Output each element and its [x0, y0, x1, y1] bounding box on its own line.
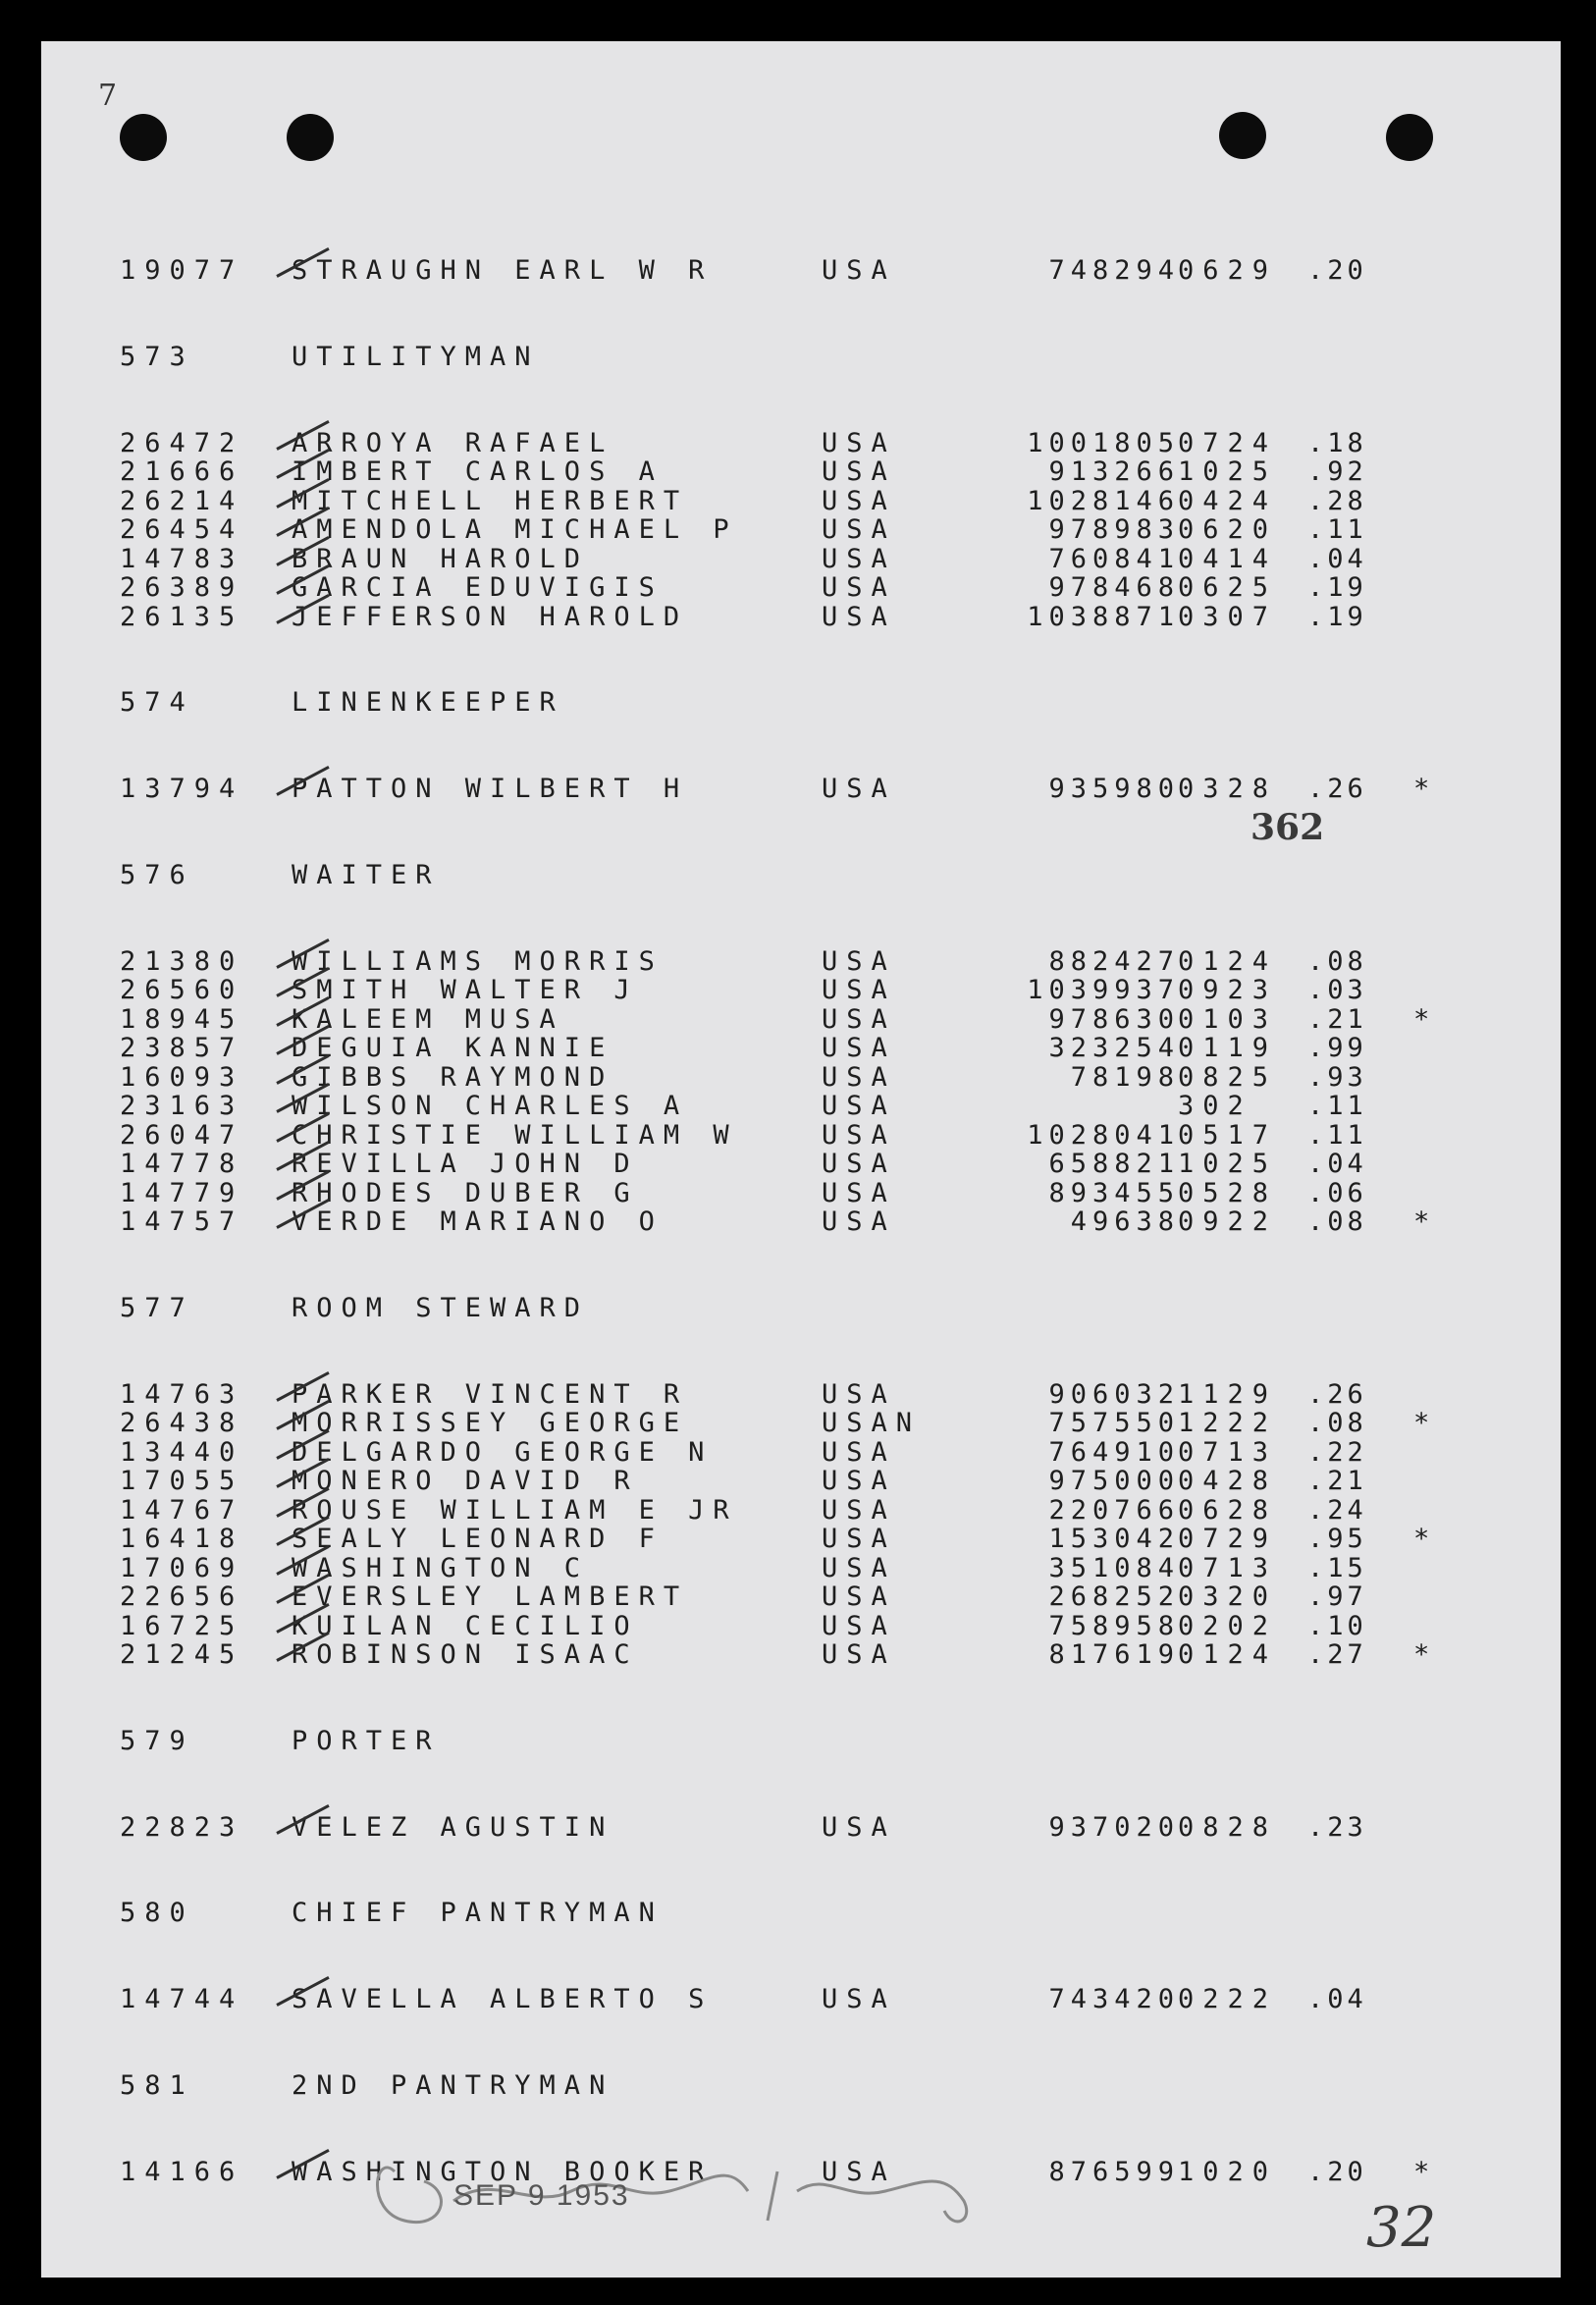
entry-rate: .21	[1307, 1003, 1367, 1035]
section-header	[41, 1726, 1561, 1755]
table-row	[41, 1553, 1561, 1582]
entry-nationality: USA	[822, 1003, 896, 1035]
table-row	[41, 1611, 1561, 1640]
entry-number: 978468	[1048, 572, 1180, 603]
entry-id: 13440	[120, 1436, 244, 1468]
entry-number: 937020	[1048, 1811, 1180, 1843]
entry-number: 1038871	[1027, 601, 1180, 632]
entry-id: 17055	[120, 1466, 244, 1496]
entry-name: REVILLA JOHN D	[292, 1149, 639, 1179]
entry-code: 0724	[1178, 427, 1278, 458]
entry-id: 13794	[120, 774, 244, 804]
entry-code: 0414	[1178, 543, 1278, 574]
entry-rate: .04	[1307, 543, 1367, 574]
entry-name: PARKER VINCENT R	[292, 1378, 689, 1410]
entry-name: SAVELLA ALBERTO S	[292, 1984, 714, 2014]
entry-rate: .97	[1307, 1581, 1367, 1612]
entry-nationality: USA	[822, 1149, 896, 1179]
entry-rate: .11	[1307, 1091, 1367, 1121]
section-title: UTILITYMAN	[292, 341, 540, 372]
entry-id: 23163	[120, 1091, 244, 1121]
entry-id: 22823	[120, 1811, 244, 1843]
entry-nationality: USA	[822, 1061, 896, 1093]
entry-id: 14744	[120, 1984, 244, 2014]
entry-rate: .08	[1307, 1408, 1367, 1438]
entry-rate: .24	[1307, 1494, 1367, 1526]
section-header	[41, 2070, 1561, 2100]
entry-rate: .06	[1307, 1177, 1367, 1208]
table-row	[41, 1984, 1561, 2013]
table-row	[41, 1581, 1561, 1611]
page-number: 32	[1366, 2196, 1437, 2260]
entry-id: 14778	[120, 1149, 244, 1179]
table-row	[41, 1379, 1561, 1409]
entry-number: 748294	[1048, 255, 1180, 286]
section-code: 579	[120, 1725, 194, 1756]
entry-id: 17069	[120, 1552, 244, 1583]
section-code: 574	[120, 687, 194, 718]
entry-number: 758958	[1048, 1610, 1180, 1641]
entry-number: 978630	[1048, 1003, 1180, 1035]
entry-id: 22656	[120, 1581, 244, 1612]
punch-hole	[1219, 112, 1266, 159]
entry-rate: .26	[1307, 774, 1367, 804]
entry-id: 26047	[120, 1119, 244, 1151]
entry-rate: .22	[1307, 1436, 1367, 1468]
entry-number: 743420	[1048, 1984, 1180, 2014]
entry-rate: .18	[1307, 427, 1367, 458]
punch-hole	[1386, 114, 1433, 161]
entry-rate: .92	[1307, 456, 1367, 487]
entry-id: 14763	[120, 1378, 244, 1410]
entry-code: 302	[1178, 1091, 1252, 1121]
punch-hole	[120, 114, 167, 161]
entry-code: 0713	[1178, 1552, 1278, 1583]
table-row	[41, 1033, 1561, 1062]
entry-name: STRAUGHN EARL W R	[292, 255, 714, 286]
entry-code: 0428	[1178, 1466, 1278, 1496]
entry-name: MITCHELL HERBERT	[292, 485, 689, 516]
table-row	[41, 572, 1561, 602]
entry-id: 26454	[120, 514, 244, 545]
table-row	[41, 1524, 1561, 1553]
table-row	[41, 1495, 1561, 1525]
entry-number: 49638	[1070, 1206, 1180, 1237]
entry-nationality: USA	[822, 1639, 896, 1670]
entry-name: SMITH WALTER J	[292, 975, 639, 1005]
entry-mark: *	[1413, 1206, 1439, 1237]
entry-nationality: USA	[822, 514, 896, 545]
entry-name: SEALY LEONARD F	[292, 1524, 664, 1554]
entry-name: ROBINSON ISAAC	[292, 1639, 639, 1670]
entry-name: AMENDOLA MICHAEL P	[292, 514, 738, 545]
entry-code: 1129	[1178, 1378, 1278, 1410]
entry-id: 26135	[120, 601, 244, 632]
entry-mark: *	[1413, 1639, 1439, 1670]
entry-code: 0424	[1178, 485, 1278, 516]
entry-nationality: USA	[822, 543, 896, 574]
table-row	[41, 1004, 1561, 1034]
section-header	[41, 687, 1561, 717]
entry-rate: .10	[1307, 1610, 1367, 1641]
entry-number: 1001805	[1027, 427, 1180, 458]
entry-nationality: USA	[822, 1552, 896, 1583]
entry-id: 21380	[120, 945, 244, 977]
entry-rate: .04	[1307, 1984, 1367, 2014]
entry-id: 16725	[120, 1610, 244, 1641]
entry-number: 78198	[1070, 1061, 1180, 1093]
entry-id: 14779	[120, 1177, 244, 1208]
section-title: ROOM STEWARD	[292, 1292, 590, 1323]
table-row	[41, 774, 1561, 803]
entry-name: RHODES DUBER G	[292, 1177, 639, 1208]
entry-name: DEGUIA KANNIE	[292, 1033, 614, 1063]
entry-rate: .20	[1307, 2156, 1367, 2187]
entry-id: 14166	[120, 2156, 244, 2187]
entry-code: 1222	[1178, 1408, 1278, 1438]
entry-id: 26438	[120, 1408, 244, 1438]
entry-number: 760841	[1048, 543, 1180, 574]
entry-nationality: USA	[822, 1436, 896, 1468]
entry-nationality: USA	[822, 945, 896, 977]
entry-id: 26560	[120, 975, 244, 1005]
entry-nationality: USA	[822, 2156, 896, 2187]
section-code: 577	[120, 1292, 194, 1323]
entry-nationality: USA	[822, 255, 896, 286]
entry-rate: .95	[1307, 1524, 1367, 1554]
entry-id: 16093	[120, 1061, 244, 1093]
entry-number: 975000	[1048, 1466, 1180, 1496]
entry-name: PATTON WILBERT H	[292, 774, 689, 804]
entry-nationality: USA	[822, 1177, 896, 1208]
entry-mark: *	[1413, 1003, 1439, 1035]
entry-id: 16418	[120, 1524, 244, 1554]
entry-number: 876599	[1048, 2156, 1180, 2187]
entry-number: 906032	[1048, 1378, 1180, 1410]
entry-number: 268252	[1048, 1581, 1180, 1612]
entry-nationality: USA	[822, 1494, 896, 1526]
entry-code: 0320	[1178, 1581, 1278, 1612]
entry-code: 0124	[1178, 945, 1278, 977]
entry-number: 817619	[1048, 1639, 1180, 1670]
entry-code: 0713	[1178, 1436, 1278, 1468]
table-row	[41, 486, 1561, 515]
entry-nationality: USA	[822, 1091, 896, 1121]
entry-rate: .23	[1307, 1811, 1367, 1843]
page-stamp-number: 362	[1250, 807, 1325, 848]
entry-rate: .03	[1307, 975, 1367, 1005]
entry-number: 757550	[1048, 1408, 1180, 1438]
entry-name: EVERSLEY LAMBERT	[292, 1581, 689, 1612]
entry-mark: *	[1413, 774, 1439, 804]
entry-code: 0103	[1178, 1003, 1278, 1035]
table-row	[41, 514, 1561, 544]
entry-name: ROUSE WILLIAM E JR	[292, 1494, 738, 1526]
entry-mark: *	[1413, 2156, 1439, 2187]
entry-code: 0119	[1178, 1033, 1278, 1063]
entry-name: IMBERT CARLOS A	[292, 456, 664, 487]
entry-code: 0625	[1178, 572, 1278, 603]
table-row	[41, 1178, 1561, 1207]
entry-nationality: USA	[822, 1206, 896, 1237]
entry-number: 658821	[1048, 1149, 1180, 1179]
section-code: 573	[120, 341, 194, 372]
entry-number: 1028146	[1027, 485, 1180, 516]
table-row	[41, 1062, 1561, 1092]
entry-name: WASHINGTON C	[292, 1552, 590, 1583]
entry-nationality: USA	[822, 1581, 896, 1612]
entry-mark: *	[1413, 1524, 1439, 1554]
entry-code: 0828	[1178, 1811, 1278, 1843]
entry-number: 351084	[1048, 1552, 1180, 1583]
entry-id: 18945	[120, 1003, 244, 1035]
entry-nationality: USA	[822, 456, 896, 487]
entry-id: 14767	[120, 1494, 244, 1526]
entry-id: 26472	[120, 427, 244, 458]
section-header	[41, 342, 1561, 371]
entry-code: 0328	[1178, 774, 1278, 804]
section-code: 581	[120, 2069, 194, 2101]
entry-code: 0222	[1178, 1984, 1278, 2014]
entry-id: 21245	[120, 1639, 244, 1670]
entry-name: WILLIAMS MORRIS	[292, 945, 664, 977]
table-row	[41, 1812, 1561, 1842]
entry-name: VELEZ AGUSTIN	[292, 1811, 614, 1843]
table-row	[41, 255, 1561, 285]
handwritten-signature	[336, 2132, 1082, 2240]
entry-name: MORRISSEY GEORGE	[292, 1408, 689, 1438]
entry-nationality: USA	[822, 774, 896, 804]
table-row	[41, 975, 1561, 1004]
entry-id: 23857	[120, 1033, 244, 1063]
entry-name: BRAUN HAROLD	[292, 543, 590, 574]
entry-number: 153042	[1048, 1524, 1180, 1554]
table-row	[41, 456, 1561, 486]
table-row	[41, 1120, 1561, 1150]
section-header	[41, 1898, 1561, 1927]
entry-rate: .27	[1307, 1639, 1367, 1670]
entry-name: JEFFERSON HAROLD	[292, 601, 689, 632]
table-row	[41, 602, 1561, 631]
entry-code: 0628	[1178, 1494, 1278, 1526]
entry-name: GARCIA EDUVIGIS	[292, 572, 664, 603]
entry-rate: .15	[1307, 1552, 1367, 1583]
entry-nationality: USA	[822, 1610, 896, 1641]
entry-number: 893455	[1048, 1177, 1180, 1208]
entry-name: WILSON CHARLES A	[292, 1091, 689, 1121]
entry-nationality: USA	[822, 1984, 896, 2014]
table-row	[41, 1091, 1561, 1120]
entry-name: CHRISTIE WILLIAM W	[292, 1119, 738, 1151]
table-row	[41, 1408, 1561, 1437]
entry-id: 21666	[120, 456, 244, 487]
entry-code: 1020	[1178, 2156, 1278, 2187]
entry-number: 935980	[1048, 774, 1180, 804]
entry-rate: .28	[1307, 485, 1367, 516]
entry-mark: *	[1413, 1408, 1439, 1438]
entry-name: ARROYA RAFAEL	[292, 427, 614, 458]
entry-nationality: USA	[822, 601, 896, 632]
entry-rate: .19	[1307, 572, 1367, 603]
entry-number: 764910	[1048, 1436, 1180, 1468]
top-corner-mark: 7	[98, 79, 118, 113]
entry-id: 19077	[120, 255, 244, 286]
entry-number: 1028041	[1027, 1119, 1180, 1151]
section-code: 580	[120, 1898, 194, 1928]
entry-id: 14757	[120, 1206, 244, 1237]
section-title: PORTER	[292, 1725, 441, 1756]
entry-name: DELGARDO GEORGE N	[292, 1436, 714, 1468]
entry-nationality: USA	[822, 1524, 896, 1554]
entry-nationality: USA	[822, 572, 896, 603]
entry-rate: .20	[1307, 255, 1367, 286]
entry-name: KALEEM MUSA	[292, 1003, 564, 1035]
entry-code: 1025	[1178, 1149, 1278, 1179]
table-row	[41, 946, 1561, 976]
entry-code: 0629	[1178, 255, 1278, 286]
entry-nationality: USAN	[822, 1408, 922, 1438]
entry-nationality: USA	[822, 1033, 896, 1063]
section-title: WAITER	[292, 859, 441, 890]
entry-name: GIBBS RAYMOND	[292, 1061, 614, 1093]
entry-id: 26214	[120, 485, 244, 516]
entry-code: 0729	[1178, 1524, 1278, 1554]
document-page	[41, 41, 1561, 2278]
section-title: LINENKEEPER	[292, 687, 564, 718]
table-row	[41, 1639, 1561, 1669]
section-header	[41, 860, 1561, 889]
date-stamp: SEP 9 1953	[453, 2179, 630, 2212]
punch-hole	[287, 114, 334, 161]
entry-rate: .21	[1307, 1466, 1367, 1496]
entry-name: MONERO DAVID R	[292, 1466, 639, 1496]
entry-code: 1025	[1178, 456, 1278, 487]
table-row	[41, 428, 1561, 457]
entry-id: 14783	[120, 543, 244, 574]
section-title: 2ND PANTRYMAN	[292, 2069, 614, 2101]
entry-nationality: USA	[822, 1466, 896, 1496]
table-row	[41, 544, 1561, 573]
entry-rate: .08	[1307, 1206, 1367, 1237]
entry-code: 0528	[1178, 1177, 1278, 1208]
entry-number: 913266	[1048, 456, 1180, 487]
entry-nationality: USA	[822, 975, 896, 1005]
entry-number: 882427	[1048, 945, 1180, 977]
entry-rate: .08	[1307, 945, 1367, 977]
entry-nationality: USA	[822, 427, 896, 458]
section-header	[41, 1293, 1561, 1322]
entry-number: 978983	[1048, 514, 1180, 545]
entry-rate: .04	[1307, 1149, 1367, 1179]
entry-nationality: USA	[822, 1811, 896, 1843]
entry-rate: .99	[1307, 1033, 1367, 1063]
entry-number: 220766	[1048, 1494, 1180, 1526]
entry-rate: .93	[1307, 1061, 1367, 1093]
entry-rate: .26	[1307, 1378, 1367, 1410]
table-row	[41, 1437, 1561, 1467]
entry-id: 26389	[120, 572, 244, 603]
entry-number: 1039937	[1027, 975, 1180, 1005]
entry-code: 0307	[1178, 601, 1278, 632]
entry-code: 0922	[1178, 1206, 1278, 1237]
entry-code: 0124	[1178, 1639, 1278, 1670]
entry-name: KUILAN CECILIO	[292, 1610, 639, 1641]
entry-name: WASHINGTON BOOKER	[292, 2156, 714, 2187]
entry-rate: .19	[1307, 601, 1367, 632]
entry-code: 0923	[1178, 975, 1278, 1005]
entry-nationality: USA	[822, 1378, 896, 1410]
table-row	[41, 1206, 1561, 1236]
table-row	[41, 1466, 1561, 1495]
entry-rate: .11	[1307, 1119, 1367, 1151]
entry-number: 323254	[1048, 1033, 1180, 1063]
entry-code: 0620	[1178, 514, 1278, 545]
section-code: 576	[120, 859, 194, 890]
entry-code: 0202	[1178, 1610, 1278, 1641]
entry-code: 0517	[1178, 1119, 1278, 1151]
table-row	[41, 1149, 1561, 1178]
entry-code: 0825	[1178, 1061, 1278, 1093]
entry-name: VERDE MARIANO O	[292, 1206, 664, 1237]
entry-rate: .11	[1307, 514, 1367, 545]
entry-nationality: USA	[822, 485, 896, 516]
entry-nationality: USA	[822, 1119, 896, 1151]
section-title: CHIEF PANTRYMAN	[292, 1898, 664, 1928]
